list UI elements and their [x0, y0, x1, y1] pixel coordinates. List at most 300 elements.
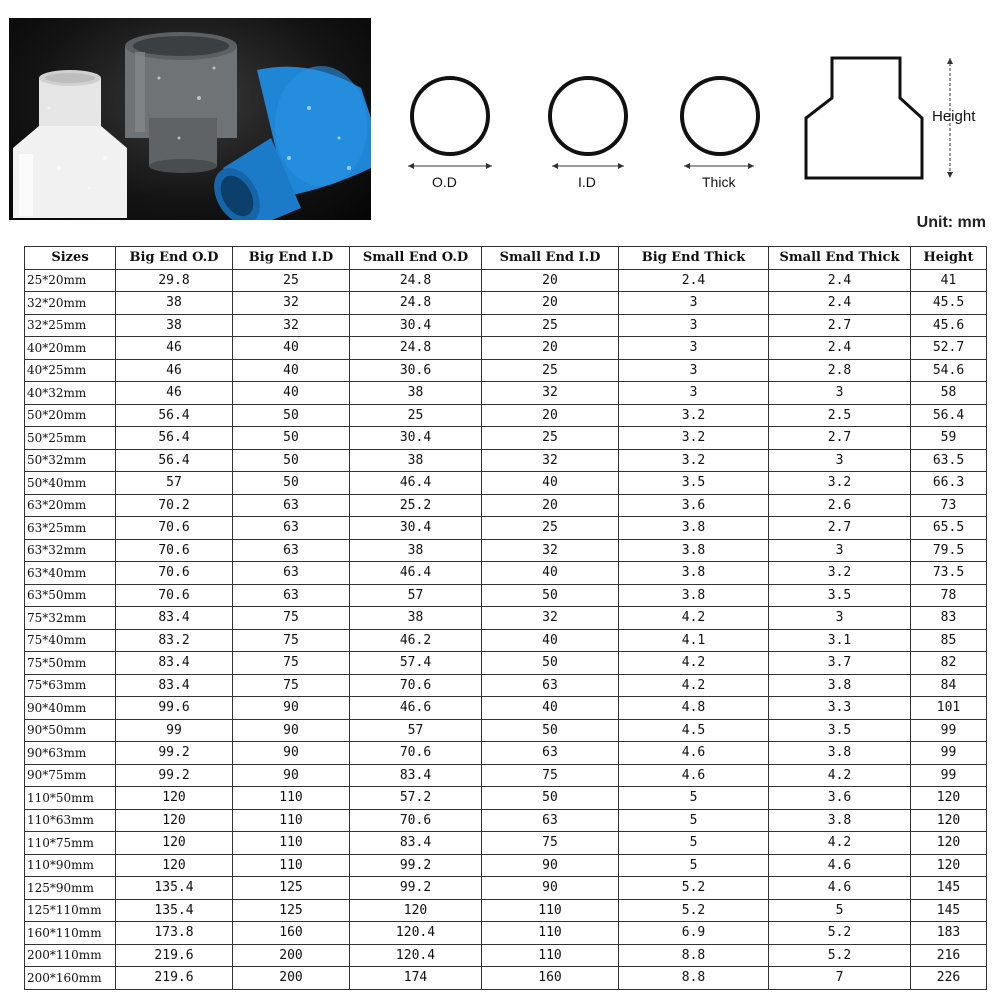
value-cell: 135.4 [116, 877, 233, 900]
value-cell: 4.2 [619, 674, 769, 697]
value-cell: 120 [911, 787, 987, 810]
value-cell: 40 [233, 359, 350, 382]
value-cell: 46.2 [350, 629, 482, 652]
size-cell: 200*160mm [25, 967, 116, 990]
size-cell: 50*40mm [25, 472, 116, 495]
column-header: Small End O.D [350, 247, 482, 270]
size-cell: 63*32mm [25, 539, 116, 562]
thick-diagram [670, 50, 770, 200]
value-cell: 83.4 [116, 674, 233, 697]
value-cell: 2.4 [769, 337, 911, 360]
size-cell: 110*90mm [25, 854, 116, 877]
value-cell: 20 [482, 404, 619, 427]
value-cell: 63 [233, 517, 350, 540]
value-cell: 125 [233, 877, 350, 900]
value-cell: 110 [482, 899, 619, 922]
value-cell: 46.4 [350, 562, 482, 585]
table-row [25, 922, 987, 945]
value-cell: 59 [911, 427, 987, 450]
value-cell: 56.4 [116, 449, 233, 472]
value-cell: 45.6 [911, 314, 987, 337]
value-cell: 4.2 [769, 832, 911, 855]
value-cell: 29.8 [116, 269, 233, 292]
value-cell: 82 [911, 652, 987, 675]
id-label: I.D [578, 174, 596, 190]
value-cell: 3.8 [619, 539, 769, 562]
value-cell: 57.2 [350, 787, 482, 810]
value-cell: 3.8 [619, 517, 769, 540]
value-cell: 183 [911, 922, 987, 945]
value-cell: 5 [619, 809, 769, 832]
size-cell: 90*50mm [25, 719, 116, 742]
value-cell: 3 [619, 382, 769, 405]
table-row [25, 832, 987, 855]
value-cell: 32 [482, 449, 619, 472]
value-cell: 46.4 [350, 472, 482, 495]
value-cell: 25 [350, 404, 482, 427]
product-photo [9, 18, 371, 220]
value-cell: 52.7 [911, 337, 987, 360]
value-cell: 120 [350, 899, 482, 922]
value-cell: 3.6 [619, 494, 769, 517]
value-cell: 57 [116, 472, 233, 495]
size-cell: 63*50mm [25, 584, 116, 607]
value-cell: 40 [233, 382, 350, 405]
value-cell: 145 [911, 877, 987, 900]
value-cell: 110 [233, 854, 350, 877]
value-cell: 50 [233, 404, 350, 427]
column-header: Height [911, 247, 987, 270]
size-cell: 50*25mm [25, 427, 116, 450]
value-cell: 3.2 [619, 427, 769, 450]
value-cell: 4.1 [619, 629, 769, 652]
value-cell: 50 [482, 719, 619, 742]
table-row [25, 562, 987, 585]
value-cell: 3.5 [769, 584, 911, 607]
value-cell: 63 [233, 494, 350, 517]
value-cell: 73.5 [911, 562, 987, 585]
table-row [25, 809, 987, 832]
value-cell: 41 [911, 269, 987, 292]
table-row [25, 674, 987, 697]
value-cell: 25 [482, 517, 619, 540]
value-cell: 3.5 [619, 472, 769, 495]
value-cell: 6.9 [619, 922, 769, 945]
value-cell: 38 [350, 539, 482, 562]
value-cell: 38 [116, 292, 233, 315]
value-cell: 3.8 [769, 674, 911, 697]
size-cell: 125*90mm [25, 877, 116, 900]
value-cell: 57 [350, 584, 482, 607]
value-cell: 5.2 [619, 899, 769, 922]
value-cell: 3.1 [769, 629, 911, 652]
size-cell: 110*50mm [25, 787, 116, 810]
value-cell: 57.4 [350, 652, 482, 675]
value-cell: 99.2 [350, 854, 482, 877]
od-label: O.D [432, 174, 457, 190]
value-cell: 50 [233, 427, 350, 450]
size-cell: 50*20mm [25, 404, 116, 427]
value-cell: 2.4 [769, 292, 911, 315]
value-cell: 5 [619, 832, 769, 855]
value-cell: 83 [911, 607, 987, 630]
value-cell: 99.2 [116, 764, 233, 787]
value-cell: 50 [482, 652, 619, 675]
value-cell: 70.6 [116, 517, 233, 540]
value-cell: 24.8 [350, 292, 482, 315]
id-diagram [538, 50, 638, 200]
table-row [25, 854, 987, 877]
table-header-row [25, 247, 987, 270]
value-cell: 25 [482, 427, 619, 450]
value-cell: 120.4 [350, 922, 482, 945]
value-cell: 75 [233, 674, 350, 697]
size-cell: 32*20mm [25, 292, 116, 315]
table-row [25, 269, 987, 292]
table-body [25, 269, 987, 989]
table-row [25, 944, 987, 967]
value-cell: 4.2 [619, 652, 769, 675]
value-cell: 65.5 [911, 517, 987, 540]
value-cell: 160 [233, 922, 350, 945]
value-cell: 40 [482, 472, 619, 495]
value-cell: 200 [233, 944, 350, 967]
size-cell: 200*110mm [25, 944, 116, 967]
value-cell: 30.6 [350, 359, 482, 382]
value-cell: 3.2 [619, 449, 769, 472]
value-cell: 4.6 [769, 854, 911, 877]
value-cell: 83.2 [116, 629, 233, 652]
value-cell: 120 [911, 809, 987, 832]
size-cell: 32*25mm [25, 314, 116, 337]
value-cell: 99 [911, 742, 987, 765]
value-cell: 110 [482, 922, 619, 945]
table-row [25, 899, 987, 922]
value-cell: 3 [769, 449, 911, 472]
value-cell: 70.6 [116, 539, 233, 562]
size-cell: 40*32mm [25, 382, 116, 405]
value-cell: 30.4 [350, 517, 482, 540]
value-cell: 83.4 [350, 832, 482, 855]
value-cell: 99.2 [350, 877, 482, 900]
value-cell: 3 [769, 382, 911, 405]
value-cell: 50 [482, 787, 619, 810]
value-cell: 40 [482, 629, 619, 652]
size-cell: 75*40mm [25, 629, 116, 652]
table-row [25, 607, 987, 630]
value-cell: 75 [233, 607, 350, 630]
value-cell: 38 [350, 607, 482, 630]
value-cell: 75 [482, 832, 619, 855]
size-cell: 160*110mm [25, 922, 116, 945]
table-row [25, 404, 987, 427]
value-cell: 54.6 [911, 359, 987, 382]
value-cell: 120 [116, 832, 233, 855]
value-cell: 2.7 [769, 314, 911, 337]
value-cell: 46 [116, 337, 233, 360]
table-row [25, 652, 987, 675]
size-cell: 40*20mm [25, 337, 116, 360]
table-row [25, 517, 987, 540]
value-cell: 56.4 [911, 404, 987, 427]
value-cell: 200 [233, 967, 350, 990]
value-cell: 25 [482, 314, 619, 337]
value-cell: 32 [482, 382, 619, 405]
size-cell: 50*32mm [25, 449, 116, 472]
value-cell: 75 [233, 629, 350, 652]
size-cell: 90*63mm [25, 742, 116, 765]
table-row [25, 629, 987, 652]
value-cell: 4.6 [769, 877, 911, 900]
value-cell: 63 [482, 809, 619, 832]
value-cell: 70.6 [116, 584, 233, 607]
size-cell: 25*20mm [25, 269, 116, 292]
value-cell: 3.2 [769, 562, 911, 585]
table-row [25, 877, 987, 900]
value-cell: 3.7 [769, 652, 911, 675]
value-cell: 3 [619, 292, 769, 315]
value-cell: 90 [233, 764, 350, 787]
value-cell: 7 [769, 967, 911, 990]
value-cell: 226 [911, 967, 987, 990]
value-cell: 110 [233, 809, 350, 832]
size-cell: 75*63mm [25, 674, 116, 697]
table-row [25, 427, 987, 450]
value-cell: 99 [911, 719, 987, 742]
value-cell: 4.2 [619, 607, 769, 630]
value-cell: 63 [482, 742, 619, 765]
white-reducer-fitting [13, 70, 127, 218]
table-row [25, 337, 987, 360]
value-cell: 5 [619, 787, 769, 810]
value-cell: 84 [911, 674, 987, 697]
value-cell: 3.8 [619, 562, 769, 585]
value-cell: 8.8 [619, 944, 769, 967]
value-cell: 30.4 [350, 427, 482, 450]
table-row [25, 967, 987, 990]
value-cell: 20 [482, 269, 619, 292]
table-row [25, 359, 987, 382]
value-cell: 3 [619, 337, 769, 360]
value-cell: 90 [482, 877, 619, 900]
value-cell: 3.8 [769, 809, 911, 832]
value-cell: 120 [116, 787, 233, 810]
value-cell: 2.4 [769, 269, 911, 292]
value-cell: 3 [769, 607, 911, 630]
value-cell: 3.2 [619, 404, 769, 427]
value-cell: 32 [233, 292, 350, 315]
table-row [25, 472, 987, 495]
value-cell: 5.2 [619, 877, 769, 900]
value-cell: 40 [482, 697, 619, 720]
size-cell: 75*32mm [25, 607, 116, 630]
table-row [25, 382, 987, 405]
value-cell: 3.6 [769, 787, 911, 810]
value-cell: 20 [482, 494, 619, 517]
value-cell: 219.6 [116, 944, 233, 967]
value-cell: 24.8 [350, 269, 482, 292]
od-diagram [400, 50, 500, 200]
value-cell: 90 [233, 697, 350, 720]
value-cell: 120 [911, 832, 987, 855]
value-cell: 5.2 [769, 944, 911, 967]
value-cell: 63 [233, 562, 350, 585]
size-cell: 40*25mm [25, 359, 116, 382]
value-cell: 99 [911, 764, 987, 787]
value-cell: 70.6 [350, 674, 482, 697]
value-cell: 70.2 [116, 494, 233, 517]
column-header: Small End I.D [482, 247, 619, 270]
value-cell: 90 [482, 854, 619, 877]
size-cell: 110*75mm [25, 832, 116, 855]
value-cell: 25 [482, 359, 619, 382]
value-cell: 63 [233, 539, 350, 562]
value-cell: 3 [619, 314, 769, 337]
value-cell: 46 [116, 382, 233, 405]
size-cell: 75*50mm [25, 652, 116, 675]
size-cell: 110*63mm [25, 809, 116, 832]
size-cell: 125*110mm [25, 899, 116, 922]
table-row [25, 584, 987, 607]
value-cell: 2.6 [769, 494, 911, 517]
value-cell: 85 [911, 629, 987, 652]
value-cell: 25.2 [350, 494, 482, 517]
value-cell: 20 [482, 337, 619, 360]
height-label: Height [932, 108, 976, 125]
value-cell: 101 [911, 697, 987, 720]
value-cell: 32 [482, 539, 619, 562]
value-cell: 79.5 [911, 539, 987, 562]
value-cell: 83.4 [116, 607, 233, 630]
value-cell: 63 [482, 674, 619, 697]
value-cell: 5 [619, 854, 769, 877]
value-cell: 32 [482, 607, 619, 630]
value-cell: 38 [116, 314, 233, 337]
value-cell: 45.5 [911, 292, 987, 315]
table-row [25, 697, 987, 720]
value-cell: 120 [911, 854, 987, 877]
value-cell: 3.3 [769, 697, 911, 720]
value-cell: 4.8 [619, 697, 769, 720]
value-cell: 25 [233, 269, 350, 292]
value-cell: 5 [769, 899, 911, 922]
column-header: Big End I.D [233, 247, 350, 270]
table-row [25, 742, 987, 765]
value-cell: 125 [233, 899, 350, 922]
value-cell: 90 [233, 742, 350, 765]
value-cell: 38 [350, 449, 482, 472]
value-cell: 2.5 [769, 404, 911, 427]
value-cell: 70.6 [350, 809, 482, 832]
value-cell: 40 [482, 562, 619, 585]
value-cell: 120 [116, 854, 233, 877]
value-cell: 70.6 [350, 742, 482, 765]
value-cell: 38 [350, 382, 482, 405]
value-cell: 20 [482, 292, 619, 315]
value-cell: 73 [911, 494, 987, 517]
value-cell: 2.4 [619, 269, 769, 292]
table-row [25, 539, 987, 562]
value-cell: 3.2 [769, 472, 911, 495]
value-cell: 3 [769, 539, 911, 562]
value-cell: 110 [482, 944, 619, 967]
column-header: Small End Thick [769, 247, 911, 270]
value-cell: 50 [482, 584, 619, 607]
value-cell: 70.6 [116, 562, 233, 585]
size-cell: 63*40mm [25, 562, 116, 585]
value-cell: 63 [233, 584, 350, 607]
value-cell: 32 [233, 314, 350, 337]
value-cell: 135.4 [116, 899, 233, 922]
unit-label: Unit: mm [916, 214, 986, 231]
value-cell: 99.2 [116, 742, 233, 765]
thick-label: Thick [702, 174, 736, 190]
value-cell: 4.6 [619, 742, 769, 765]
value-cell: 3.8 [769, 742, 911, 765]
value-cell: 110 [233, 832, 350, 855]
value-cell: 120 [116, 809, 233, 832]
value-cell: 24.8 [350, 337, 482, 360]
value-cell: 2.7 [769, 517, 911, 540]
table-row [25, 787, 987, 810]
value-cell: 4.2 [769, 764, 911, 787]
value-cell: 78 [911, 584, 987, 607]
value-cell: 2.7 [769, 427, 911, 450]
value-cell: 174 [350, 967, 482, 990]
table-row [25, 314, 987, 337]
value-cell: 30.4 [350, 314, 482, 337]
value-cell: 120.4 [350, 944, 482, 967]
table-row [25, 292, 987, 315]
value-cell: 75 [482, 764, 619, 787]
value-cell: 219.6 [116, 967, 233, 990]
value-cell: 75 [233, 652, 350, 675]
value-cell: 99.6 [116, 697, 233, 720]
value-cell: 5.2 [769, 922, 911, 945]
value-cell: 50 [233, 449, 350, 472]
table-row [25, 719, 987, 742]
spec-table [24, 246, 987, 990]
value-cell: 58 [911, 382, 987, 405]
value-cell: 3.8 [619, 584, 769, 607]
value-cell: 40 [233, 337, 350, 360]
table-row [25, 764, 987, 787]
column-header: Big End O.D [116, 247, 233, 270]
value-cell: 145 [911, 899, 987, 922]
value-cell: 4.5 [619, 719, 769, 742]
value-cell: 99 [116, 719, 233, 742]
value-cell: 50 [233, 472, 350, 495]
value-cell: 110 [233, 787, 350, 810]
size-cell: 63*25mm [25, 517, 116, 540]
value-cell: 216 [911, 944, 987, 967]
value-cell: 160 [482, 967, 619, 990]
value-cell: 3.5 [769, 719, 911, 742]
column-header: Big End Thick [619, 247, 769, 270]
value-cell: 83.4 [350, 764, 482, 787]
table-row [25, 449, 987, 472]
value-cell: 83.4 [116, 652, 233, 675]
value-cell: 56.4 [116, 404, 233, 427]
value-cell: 90 [233, 719, 350, 742]
grey-reducer-fitting [125, 32, 237, 173]
value-cell: 3 [619, 359, 769, 382]
value-cell: 46.6 [350, 697, 482, 720]
value-cell: 56.4 [116, 427, 233, 450]
value-cell: 173.8 [116, 922, 233, 945]
size-cell: 90*40mm [25, 697, 116, 720]
height-diagram [800, 52, 990, 184]
